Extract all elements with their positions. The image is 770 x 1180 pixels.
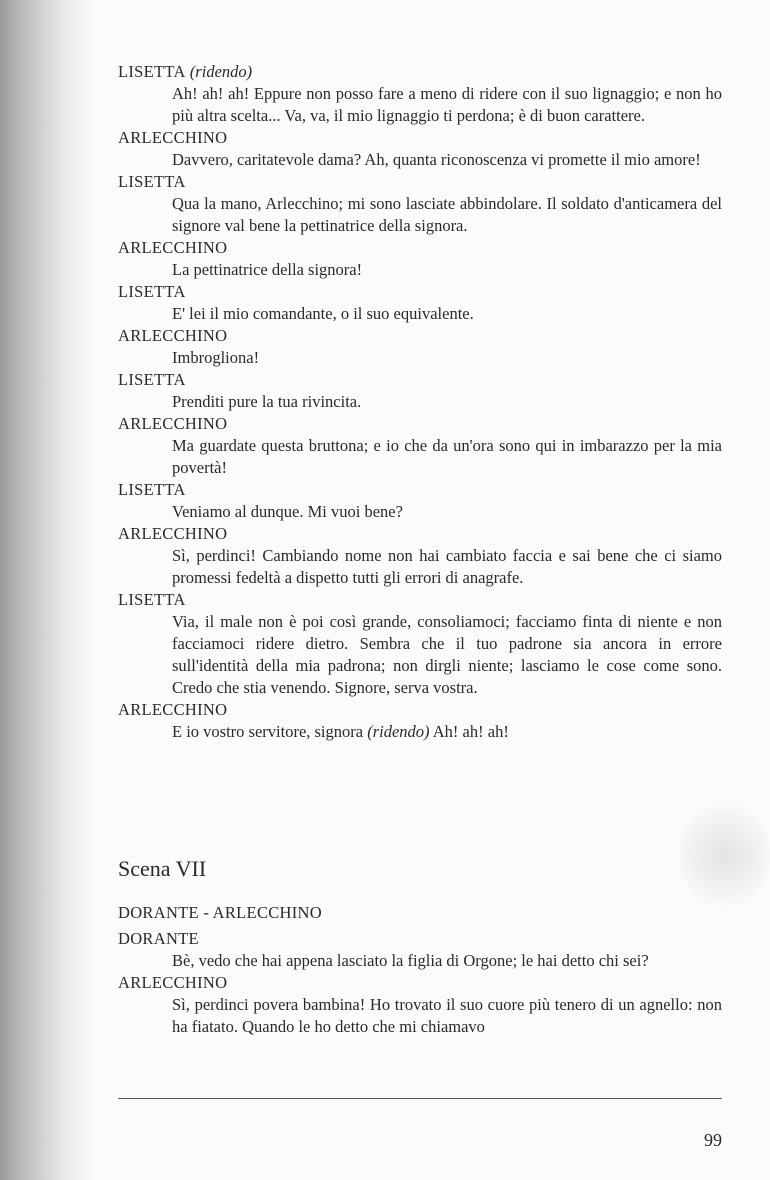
page-number: 99: [704, 1130, 722, 1150]
speech: Sì, perdinci! Cambiando nome non hai cambiato faccia e sai bene che ci siamo promessi fedeltà a dispetto tutti gli errori di anagrafe.: [172, 546, 722, 587]
speaker-name: ARLECCHINO: [118, 973, 228, 992]
book-binding-shadow: [0, 0, 95, 1180]
speech: Veniamo al dunque. Mi vuoi bene?: [172, 502, 403, 521]
speaker-name: ARLECCHINO: [118, 238, 228, 257]
speech: Imbroglionа!: [172, 348, 260, 367]
speaker-name: LISETTA: [118, 172, 186, 191]
speech: Prenditi pure la tua rivincita.: [172, 392, 362, 411]
scene-cast: DORANTE - ARLECCHINO: [118, 903, 322, 922]
speaker-name: LISETTA: [118, 282, 186, 301]
speaker-name: DORANTE: [118, 929, 199, 948]
speaker-name: ARLECCHINO: [118, 700, 228, 719]
footer-rule: [118, 1098, 722, 1099]
speaker-name: LISETTA: [118, 370, 186, 389]
speech: Via, il male non è poi così grande, consoliamoci; facciamo finta di niente e non facciamoci ridere dietro. Sembra che il tuo padrone sia ancora in errore sull'identità della mia padrona; non dirgli niente; lasciamo le cose come sono. Credo che stia venendo. Signore, serva vostra.: [172, 612, 722, 697]
speech: Ah! ah! ah! Eppure non posso fare a meno di ridere con il suo lignaggio; e non ho più altra scelta... Va, va, il mio lignaggio ti perdona; è di buon carattere.: [172, 84, 722, 125]
stage-direction: (ridendo): [367, 722, 430, 741]
speech: Davvero, caritatevole dama? Ah, quanta riconoscenza vi promette il mio amore!: [172, 150, 701, 169]
speaker-name: LISETTA: [118, 590, 186, 609]
speech: E io vostro servitore, signora (ridendo) Ah! ah! ah!: [172, 722, 509, 741]
speaker-name: ARLECCHINO: [118, 128, 228, 147]
speaker-name: LISETTA (ridendo): [118, 62, 253, 81]
speech: La pettinatrice della signora!: [172, 260, 363, 279]
speaker-name: ARLECCHINO: [118, 326, 228, 345]
speech: Bè, vedo che hai appena lasciato la figlia di Orgone; le hai detto chi sei?: [172, 951, 649, 970]
speaker-name: LISETTA: [118, 480, 186, 499]
speech: Sì, perdinci povera bambina! Ho trovato il suo cuore più tenero di un agnello: non ha fiatato. Quando le ho detto che mi chiamavo: [172, 995, 722, 1036]
paper-stain: [680, 800, 770, 910]
speaker-name: ARLECCHINO: [118, 414, 228, 433]
speech: E' lei il mio comandante, o il suo equivalente.: [172, 304, 474, 323]
speech: Qua la mano, Arlecchino; mi sono lasciate abbindolare. Il soldato d'anticamera del signore val bene la pettinatrice della signora.: [172, 194, 722, 235]
speech: Ma guardate questa bruttona; e io che da un'ora sono qui in imbarazzo per la mia povertà!: [172, 436, 722, 477]
dialogue-block: [118, 61, 722, 743]
speaker-name: ARLECCHINO: [118, 524, 228, 543]
scene-title: Scena VII: [118, 856, 207, 881]
scene-block: [118, 902, 722, 1038]
stage-direction: (ridendo): [189, 62, 253, 81]
